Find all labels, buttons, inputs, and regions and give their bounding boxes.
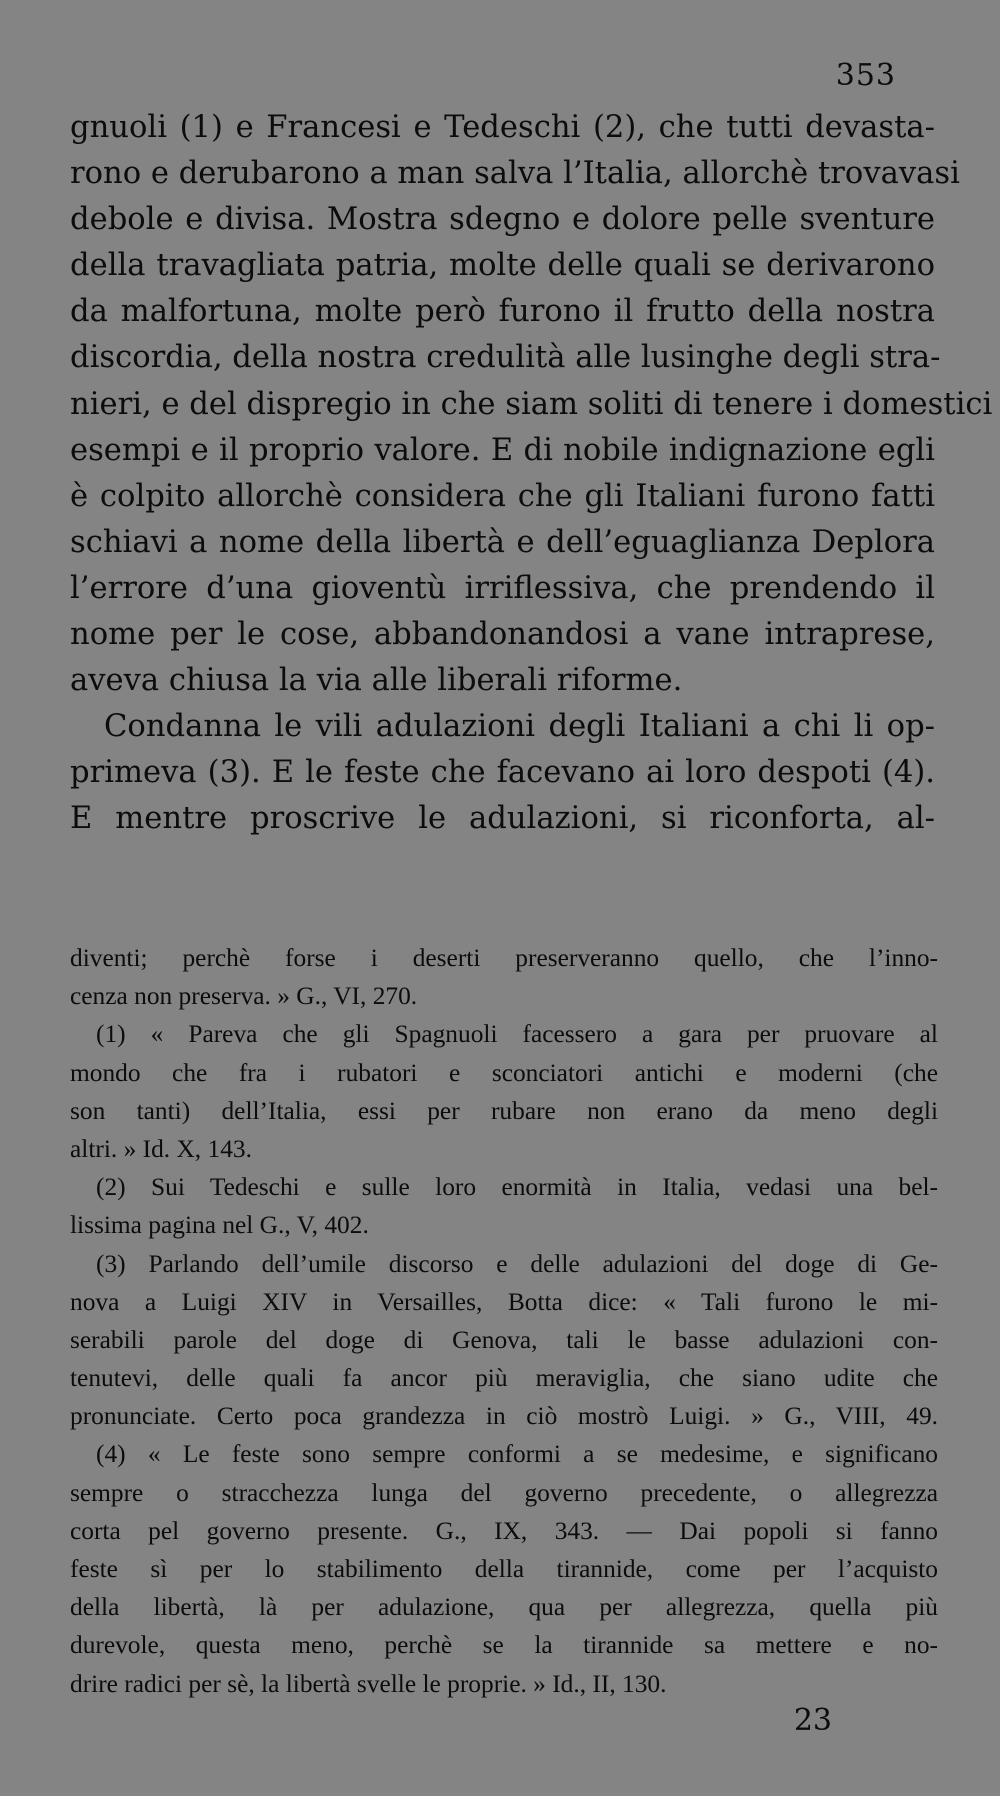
footnote-line: pronunciate. Certo poca grandezza in ciò mostrò Luigi. » G., VIII, 49. (70, 1402, 938, 1431)
footnote-line: mondo che fra i rubatori e sconciatori antichi e moderni (che (70, 1058, 938, 1087)
page-number: 353 (835, 58, 896, 93)
signature-mark: 23 (793, 1703, 832, 1738)
body-text-line: aveva chiusa la via alle liberali riforme. (70, 663, 683, 699)
footnote-line: altri. » Id. X, 143. (70, 1134, 252, 1163)
footnote-line: son tanti) dell’Italia, essi per rubare non erano da meno degli (70, 1096, 938, 1125)
footnotes (70, 939, 938, 1703)
body-text-line: rono e derubarono a man salva l’Italia, allorchè trovavasi (70, 156, 960, 192)
main-text (70, 105, 993, 843)
footnote-line: (2) Sui Tedeschi e sulle loro enormità in Italia, vedasi una bel- (96, 1173, 938, 1202)
footnote-line: (1) « Pareva che gli Spagnuoli facessero a gara per pruovare al (96, 1020, 938, 1049)
body-text-line: schiavi a nome della libertà e dell’eguaglianza Deplora (70, 524, 935, 560)
footnote-line: durevole, questa meno, perchè se la tirannide sa mettere e no- (70, 1631, 938, 1660)
body-text-line: l’errore d’una gioventù irriflessiva, che prendendo il (70, 570, 935, 606)
body-text-line: è colpito allorchè considera che gli Italiani furono fatti (70, 478, 935, 514)
body-text-line: E mentre proscrive le adulazioni, si riconforta, al- (70, 801, 935, 837)
footnote-line: (4) « Le feste sono sempre conformi a se medesime, e significano (96, 1440, 938, 1469)
body-text-line: esempi e il proprio valore. E di nobile indignazione egli (70, 432, 935, 468)
body-text-line: Condanna le vili adulazioni degli Italiani a chi li op- (104, 709, 935, 745)
footnote-line: lissima pagina nel G., V, 402. (70, 1211, 369, 1240)
body-text-line: discordia, della nostra credulità alle lusinghe degli stra- (70, 340, 941, 376)
footnote-line: della libertà, là per adulazione, qua per allegrezza, quella più (70, 1593, 938, 1622)
body-text-line: da malfortuna, molte però furono il frutto della nostra (70, 294, 935, 330)
footnote-line: feste sì per lo stabilimento della tirannide, come per l’acquisto (70, 1555, 938, 1583)
footnote-line: tenutevi, delle quali fa ancor più meraviglia, che siano udite che (70, 1364, 938, 1393)
footnote-line: diventi; perchè forse i deserti preserveranno quello, che l’inno- (70, 944, 938, 972)
body-text-line: nieri, e del dispregio in che siam soliti di tenere i domestici (70, 386, 993, 422)
footnote-line: corta pel governo presente. G., IX, 343. — Dai popoli si fanno (70, 1516, 938, 1545)
body-text-line: nome per le cose, abbandonandosi a vane intraprese, (70, 617, 935, 653)
body-text-line: della travagliata patria, molte delle quali se derivarono (70, 248, 935, 284)
body-text-line: primeva (3). E le feste che facevano ai loro despoti (4). (70, 755, 935, 791)
footnote-line: (3) Parlando dell’umile discorso e delle adulazioni del doge di Ge- (96, 1249, 938, 1278)
footnote-line: drire radici per sè, la libertà svelle le proprie. » Id., II, 130. (70, 1669, 667, 1698)
footnote-line: sempre o stracchezza lunga del governo precedente, o allegrezza (70, 1478, 938, 1507)
body-text-line: gnuoli (1) e Francesi e Tedeschi (2), che tutti devasta- (70, 110, 935, 145)
footnote-line: nova a Luigi XIV in Versailles, Botta dice: « Tali furono le mi- (70, 1287, 938, 1316)
footnote-line: cenza non preserva. » G., VI, 270. (70, 982, 418, 1011)
footnote-line: serabili parole del doge di Genova, tali le basse adulazioni con- (70, 1325, 938, 1354)
body-text-line: debole e divisa. Mostra sdegno e dolore pelle sventure (70, 202, 935, 238)
